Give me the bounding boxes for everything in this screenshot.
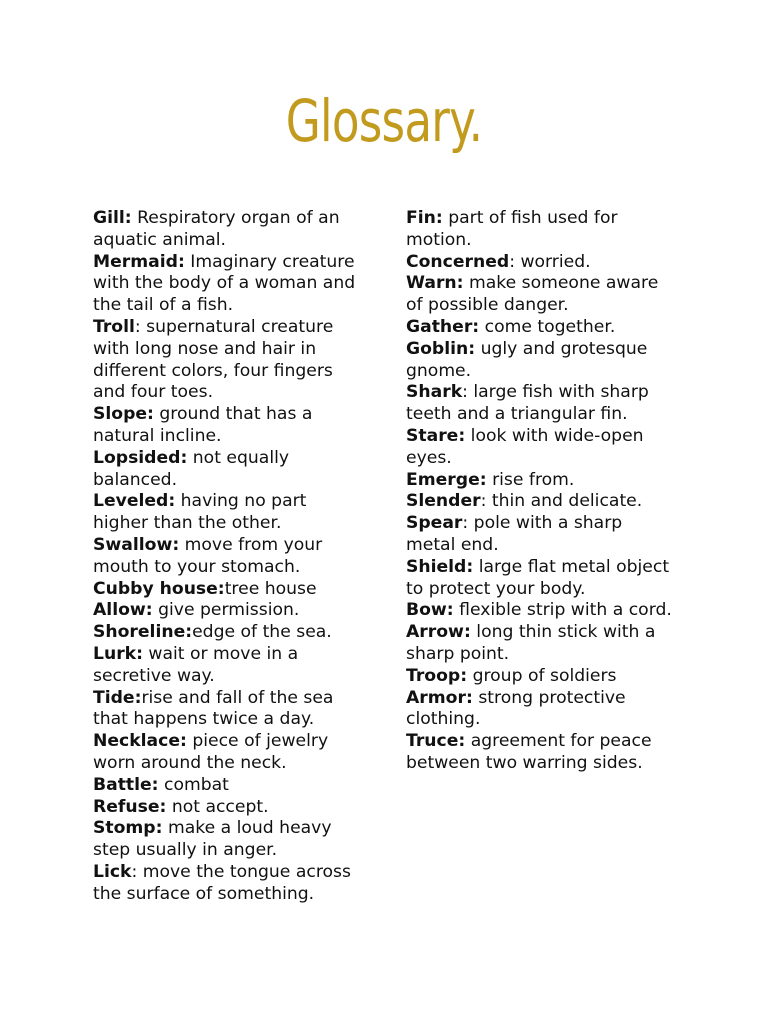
glossary-entry [93,688,365,732]
glossary-definition: make a loud heavy step usually in anger. [93,818,332,861]
glossary-entry [406,513,674,557]
glossary-term: Slope: [93,404,154,425]
glossary-definition: tree house [224,578,317,599]
glossary-definition: : move the tongue across the surface of something. [93,861,351,904]
glossary-definition: come together. [479,316,616,337]
glossary-definition: agreement for peace between two warring sides. [406,731,652,773]
glossary-column-right [406,208,674,775]
glossary-term: Troll [93,316,135,337]
glossary-term: Shield: [406,556,474,577]
glossary-definition: part of fish used for motion. [406,208,618,250]
glossary-definition: wait or move in a secretive way. [93,643,299,686]
glossary-definition: strong protective clothing. [406,687,626,730]
glossary-term: Shark [406,382,463,403]
glossary-entry [93,448,365,492]
glossary-entry [406,600,674,622]
glossary-term: Lopsided: [93,447,188,468]
glossary-entry [406,666,674,688]
glossary-entry [93,818,365,862]
glossary-definition: look with wide-open eyes. [406,425,644,468]
glossary-entry [93,535,365,579]
glossary-definition: ugly and grotesque gnome. [406,338,648,381]
glossary-entry [93,797,365,819]
glossary-definition: not accept. [166,796,269,817]
page-title: Glossary. [285,87,483,155]
glossary-definition: : worried. [509,251,591,272]
glossary-entry [406,731,674,775]
glossary-term: Arrow: [406,622,471,643]
glossary-entry [93,579,365,601]
glossary-term: Slender [406,491,481,512]
glossary-definition: piece of jewelry worn around the neck. [93,731,329,773]
glossary-definition: having no part higher than the other. [93,491,307,534]
glossary-definition: not equally balanced. [93,447,290,490]
glossary-definition: rise and fall of the sea that happens twice a day. [93,687,334,730]
glossary-entry [406,688,674,732]
glossary-entry [406,622,674,666]
glossary-entry [406,557,674,601]
glossary-term: Shoreline: [93,622,193,643]
glossary-term: Spear [406,513,463,534]
glossary-entry [93,208,365,252]
glossary-definition: : pole with a sharp metal end. [406,513,623,555]
glossary-term: Goblin: [406,338,476,359]
glossary-term: Concerned [406,251,510,272]
glossary-term: Stare: [406,425,466,446]
glossary-term: Stomp: [93,818,163,839]
glossary-entry [93,622,365,644]
glossary-definition: move from your mouth to your stomach. [93,534,323,577]
glossary-definition: Respiratory organ of an aquatic animal. [93,208,340,250]
glossary-definition: edge of the sea. [192,622,332,643]
glossary-term: Allow: [93,600,153,621]
glossary-entry [93,862,365,906]
glossary-term: Gill: [93,208,132,228]
glossary-entry [406,339,674,383]
glossary-term: Lurk: [93,643,143,664]
glossary-definition: flexible strip with a cord. [453,600,672,621]
glossary-definition: : supernatural creature with long nose and hair in different colors, four fingers and four toes. [93,316,334,403]
glossary-term: Gather: [406,316,480,337]
glossary-definition: make someone aware of possible danger. [406,273,659,316]
glossary-entry [93,775,365,797]
glossary-term: Truce: [406,731,466,752]
glossary-entry [406,273,674,317]
glossary-entry [93,731,365,775]
glossary-entry [406,491,674,513]
glossary-entry [93,404,365,448]
glossary-term: Lick [93,861,132,882]
glossary-definition: long thin stick with a sharp point. [406,622,656,664]
glossary-term: Armor: [406,687,473,708]
glossary-entry [406,470,674,492]
glossary-entry [406,317,674,339]
glossary-definition: large flat metal object to protect your body. [406,556,670,599]
glossary-definition: Imaginary creature with the body of a woman and the tail of a fish. [93,251,356,316]
glossary-column-left [93,208,365,906]
glossary-entry [93,491,365,535]
glossary-definition: group of soldiers [467,665,617,686]
glossary-term: Swallow: [93,534,180,555]
glossary-entry [93,252,365,317]
glossary-entry [406,382,674,426]
glossary-term: Leveled: [93,491,176,512]
glossary-entry [406,426,674,470]
glossary-term: Refuse: [93,796,167,817]
glossary-definition: combat [158,774,229,795]
glossary-definition: ground that has a natural incline. [93,404,313,446]
glossary-entry [406,252,674,274]
glossary-entry [406,208,674,252]
glossary-definition: : large fish with sharp teeth and a triangular fin. [406,382,649,425]
glossary-definition: give permission. [152,600,300,621]
glossary-definition: rise from. [486,469,575,490]
glossary-term: Warn: [406,273,464,294]
glossary-term: Cubby house: [93,578,225,599]
glossary-term: Necklace: [93,731,187,752]
glossary-term: Fin: [406,208,443,228]
glossary-definition: : thin and delicate. [480,491,643,512]
glossary-term: Mermaid: [93,251,185,272]
glossary-term: Battle: [93,774,159,795]
glossary-term: Bow: [406,600,454,621]
glossary-entry [93,600,365,622]
glossary-term: Tide: [93,687,142,708]
glossary-term: Troop: [406,665,468,686]
glossary-term: Emerge: [406,469,487,490]
glossary-entry [93,317,365,404]
glossary-entry [93,644,365,688]
